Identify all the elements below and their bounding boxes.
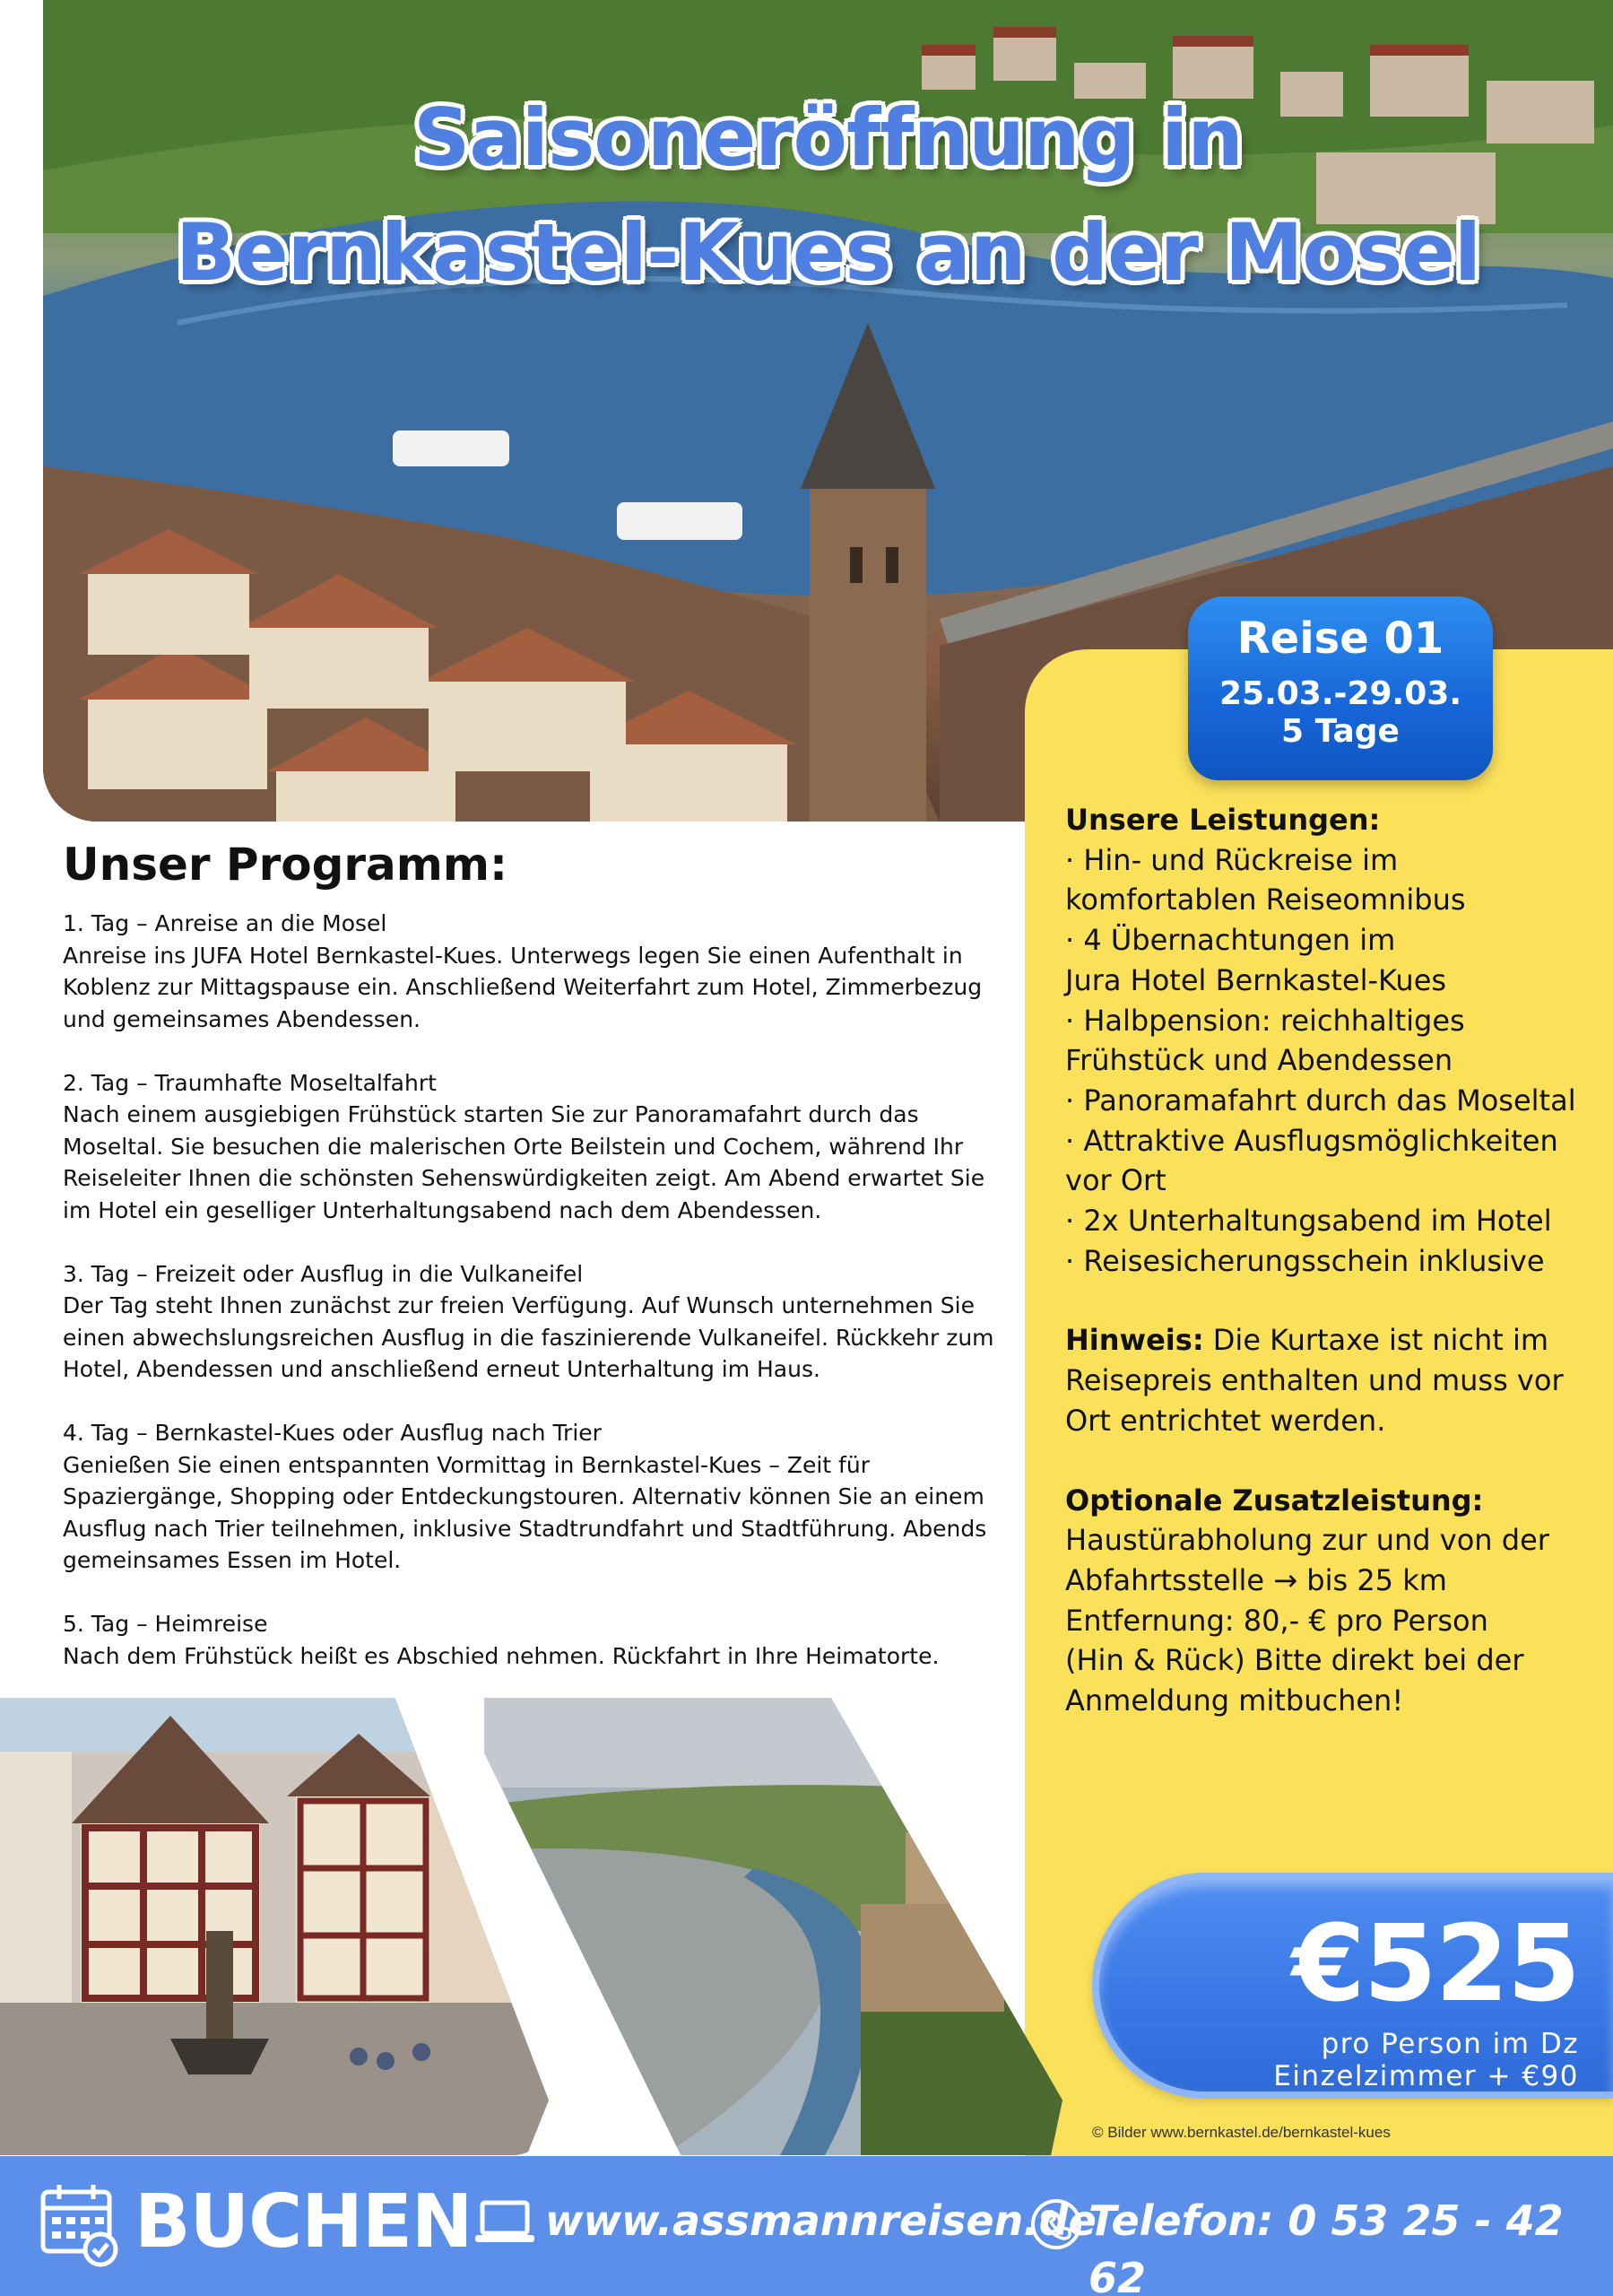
image-credit: © Bilder www.bernkastel.de/bernkastel-kues [1092, 2124, 1391, 2141]
program-day [63, 1417, 1004, 1577]
day-title: 1. Tag – Anreise an die Mosel [63, 910, 387, 936]
program-day [63, 1258, 1004, 1386]
optional-line: Entfernung: 80,- € pro Person [1065, 1603, 1488, 1638]
service-item: komfortablen Reiseomnibus [1065, 883, 1466, 918]
day-title: 5. Tag – Heimreise [63, 1611, 268, 1637]
service-item: Jura Hotel Bernkastel-Kues [1065, 962, 1447, 997]
optional-line: Abfahrtsstelle → bis 25 km [1065, 1562, 1447, 1597]
service-item: · Attraktive Ausflugsmöglichkeiten [1065, 1123, 1558, 1158]
trip-dates: 25.03.-29.03. [1218, 675, 1462, 712]
day-title: 3. Tag – Freizeit oder Ausflug in die Vulkaneifel [63, 1260, 584, 1287]
price-single-room: Einzelzimmer + €90 [1273, 2060, 1579, 2092]
trip-duration: 5 Tage [1281, 713, 1400, 750]
market-square-photo [0, 1698, 549, 2155]
optional-line: Haustürabholung zur und von der [1065, 1523, 1549, 1558]
services-list [1065, 800, 1594, 1721]
day-text: Genießen Sie einen entspannten Vormittag in Bernkastel-Kues – Zeit für Spaziergänge, Shopping oder Entdeckungstouren. Alternativ können Sie an einem Ausflug nach Trier teilnehmen, inklusive Stadtrundfahrt und Stadtführung. Abends gemeinsames Essen im Hotel. [63, 1451, 987, 1573]
footer-bar [0, 2156, 1613, 2296]
program-list [63, 908, 1004, 1704]
program-day [63, 908, 1004, 1035]
price-badge [1092, 1873, 1613, 2099]
note-line: Reisepreis enthalten und muss vor [1065, 1363, 1564, 1398]
market-square-illustration [0, 1698, 549, 2155]
day-text: Der Tag steht Ihnen zunächst zur freien Verfügung. Auf Wunsch unternehmen Sie einen abwechslungsreichen Ausflug in die faszinierende Vulkaneifel. Rückkehr zum Hotel, Abendessen und anschließend erneut Unterhaltung im Haus. [63, 1292, 994, 1382]
book-now-label[interactable]: BUCHEN [134, 2179, 473, 2265]
service-item: · 4 Übernachtungen im [1065, 923, 1396, 958]
laptop-icon [475, 2199, 534, 2249]
optional-heading: Optionale Zusatzleistung: [1065, 1483, 1484, 1518]
spacer [1065, 1441, 1594, 1481]
day-title: 2. Tag – Traumhafte Moseltalfahrt [63, 1069, 437, 1096]
trip-badge [1188, 596, 1493, 780]
day-text: Nach einem ausgiebigen Frühstück starten Sie zur Panoramafahrt durch das Moseltal. Sie besuchen die malerischen Orte Beilstein und Cochem, während Ihr Reiseleiter Ihnen die schönsten Sehenswürdigkeiten zeigt. Am Abend erwartet Sie im Hotel ein geselliger Unterhaltungsabend nach dem Abendessen. [63, 1101, 985, 1223]
day-text: Anreise ins JUFA Hotel Bernkastel-Kues. Unterwegs legen Sie einen Aufenthalt in Koblenz zur Mittagspause ein. Anschließend Weiterfahrt zum Hotel, Zimmerbezug und gemeinsames Abendessen. [63, 942, 983, 1032]
price-amount: €525 [1291, 1901, 1579, 2025]
note-text: Die Kurtaxe ist nicht im [1203, 1323, 1549, 1358]
hero-title-line1: Saisoneröffnung in [413, 91, 1243, 184]
optional-line: (Hin & Rück) Bitte direkt bei der [1065, 1643, 1524, 1678]
phone-number[interactable]: Telefon: 0 53 25 - 42 62 [1088, 2196, 1564, 2296]
service-item: · Halbpension: reichhaltiges [1065, 1003, 1465, 1038]
service-item: Frühstück und Abendessen [1065, 1043, 1453, 1078]
note-label: Hinweis: [1065, 1323, 1204, 1358]
castle-river-photo [484, 1698, 1062, 2155]
trip-label: Reise 01 [1236, 613, 1444, 664]
day-title: 4. Tag – Bernkastel-Kues oder Ausflug nach Trier [63, 1420, 602, 1446]
program-day [63, 1608, 1004, 1672]
service-item: · 2x Unterhaltungsabend im Hotel [1065, 1204, 1552, 1239]
service-item: vor Ort [1065, 1163, 1166, 1198]
hero-title [43, 81, 1613, 310]
castle-river-illustration [484, 1698, 1062, 2155]
optional-line: Anmeldung mitbuchen! [1065, 1683, 1404, 1718]
services-heading: Unsere Leistungen: [1065, 803, 1381, 837]
spacer [1065, 1281, 1594, 1320]
note-line: Ort entrichtet werden. [1065, 1403, 1386, 1438]
service-item: · Hin- und Rückreise im [1065, 842, 1399, 877]
note-line [1065, 1320, 1594, 1361]
program-day [63, 1067, 1004, 1227]
hero-title-line2: Bernkastel-Kues an der Mosel [175, 206, 1481, 299]
service-item: · Reisesicherungsschein inklusive [1065, 1243, 1545, 1278]
phone-icon [1029, 2197, 1083, 2255]
price-per-person: pro Person im Dz [1321, 2028, 1579, 2060]
day-text: Nach dem Frühstück heißt es Abschied nehmen. Rückfahrt in Ihre Heimatorte. [63, 1642, 940, 1669]
website-link[interactable]: www.assmannreisen.de [545, 2196, 1097, 2245]
calendar-icon [39, 2181, 120, 2271]
service-item: · Panoramafahrt durch das Moseltal [1065, 1083, 1576, 1118]
program-heading: Unser Programm: [63, 839, 507, 891]
